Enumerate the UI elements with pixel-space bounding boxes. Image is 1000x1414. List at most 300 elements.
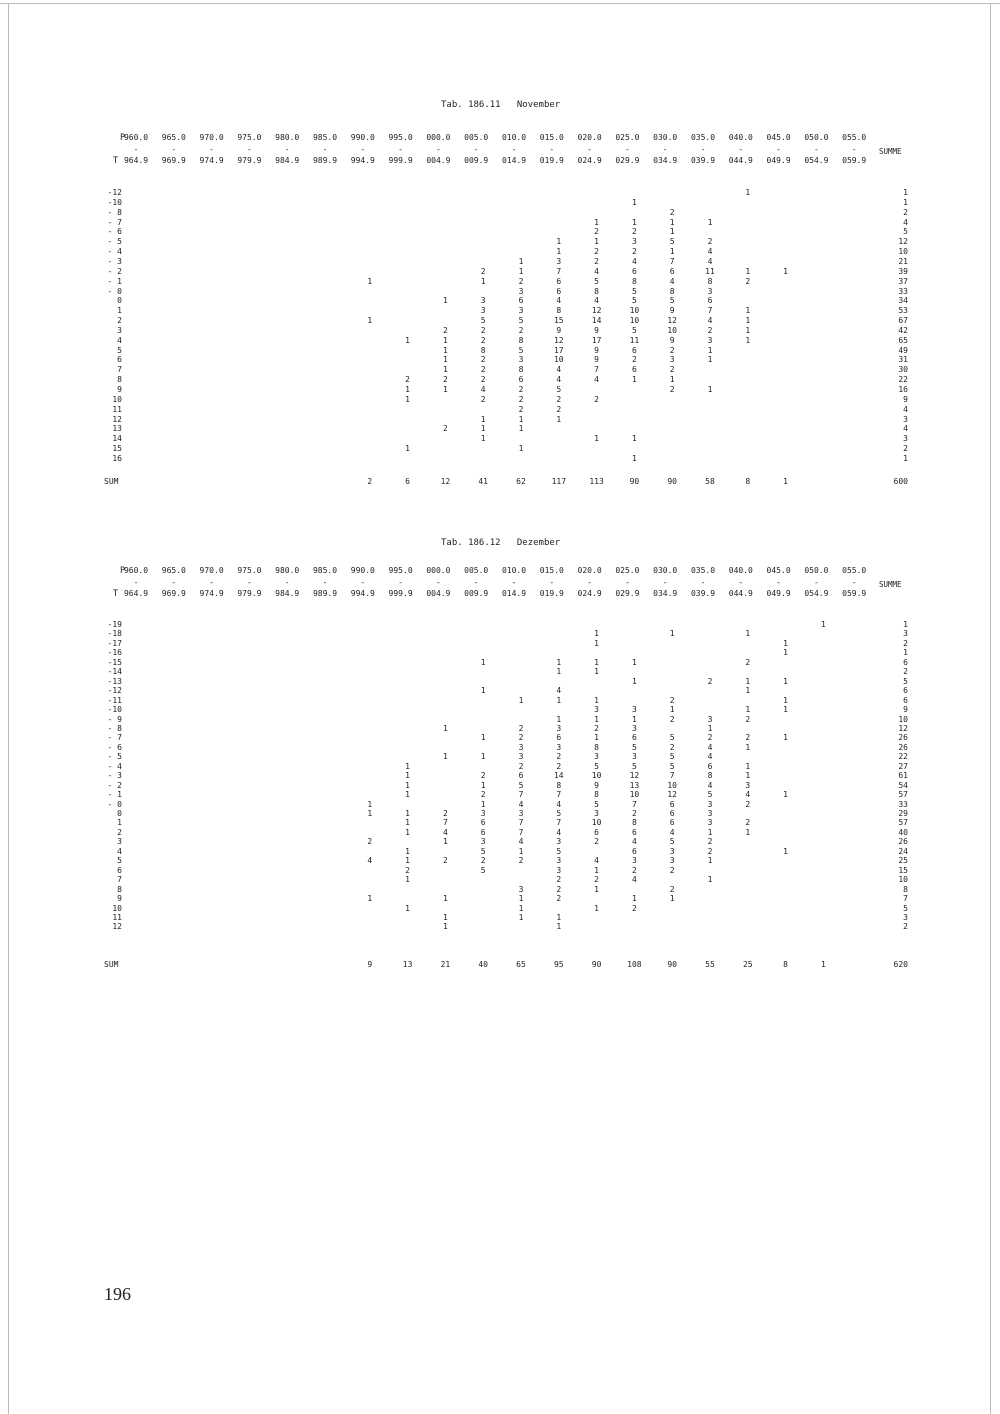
- table-cell: 3: [707, 286, 713, 296]
- header-p-value: 030.0: [653, 566, 678, 575]
- row-label: - 3: [107, 256, 122, 266]
- row-label: - 2: [107, 780, 122, 790]
- table-cell: 1: [594, 714, 599, 724]
- header-dash: -: [662, 145, 668, 154]
- table-cell: 14: [591, 316, 602, 326]
- table-cell: 1: [669, 894, 675, 904]
- column-sum: 6: [405, 477, 410, 486]
- header-t-value: 049.9: [766, 156, 791, 165]
- table-cell: 5: [669, 761, 675, 771]
- table-cell: 11: [705, 266, 715, 276]
- header-dash: -: [776, 578, 781, 587]
- header-dash: -: [624, 578, 630, 587]
- header-p-value: 990.0: [350, 566, 375, 575]
- table-cell: 2: [594, 875, 599, 885]
- table-cell: 1: [405, 771, 410, 781]
- table-cell: 5: [480, 316, 486, 326]
- table-cell: 1: [405, 875, 410, 885]
- table-cell: 7: [556, 790, 562, 800]
- row-label: -18: [107, 629, 122, 639]
- table-cell: 8: [518, 335, 524, 345]
- table-cell: 2: [707, 846, 713, 856]
- column-sum: 8: [783, 960, 788, 969]
- grand-total: 600: [893, 477, 908, 486]
- sum-row-label: SUM: [104, 477, 119, 486]
- row-label: - 1: [107, 790, 122, 800]
- column-sum: 90: [667, 477, 677, 486]
- table-cell: 2: [669, 695, 675, 705]
- table-cell: 4: [480, 385, 486, 394]
- header-t-value: 014.9: [501, 589, 527, 598]
- table-cell: 7: [669, 771, 675, 781]
- table-cell: 2: [518, 276, 524, 286]
- header-p-prefix: P: [120, 133, 126, 143]
- row-label: 8: [117, 884, 122, 894]
- header-p-value: 045.0: [766, 566, 791, 575]
- table-cell: 1: [631, 657, 637, 667]
- header-t-value: 024.9: [577, 589, 602, 598]
- row-label: 0: [117, 296, 122, 306]
- table-cell: 1: [405, 780, 410, 790]
- row-sum: 65: [898, 335, 908, 345]
- table-cell: 2: [745, 799, 751, 809]
- header-t-prefix: T: [113, 589, 119, 599]
- row-sum: 9: [903, 394, 908, 404]
- table-cell: 7: [556, 818, 562, 828]
- table-cell: 1: [556, 237, 562, 247]
- header-t-value: 034.9: [653, 589, 678, 598]
- table-cell: 2: [669, 207, 675, 217]
- column-sum: 58: [705, 477, 715, 486]
- row-label: -13: [107, 676, 122, 686]
- table-cell: 1: [594, 733, 599, 743]
- table-cell: 1: [442, 365, 448, 375]
- table-cell: 1: [405, 761, 410, 771]
- table-cell: 2: [745, 733, 751, 743]
- column-sum: 25: [742, 960, 753, 969]
- header-t-prefix: T: [113, 156, 119, 166]
- table-cell: 3: [594, 809, 599, 818]
- row-sum: 57: [898, 818, 908, 828]
- header-t-value: 984.9: [275, 589, 300, 598]
- table-cell: 1: [405, 827, 410, 837]
- table-cell: 9: [594, 345, 599, 355]
- table-cell: 3: [518, 286, 524, 296]
- row-label: 2: [117, 316, 122, 326]
- table-cell: 2: [594, 394, 599, 404]
- table-cell: 1: [631, 894, 637, 904]
- table-cell: 1: [669, 217, 675, 227]
- table-cell: 2: [480, 325, 486, 335]
- table-cell: 4: [556, 686, 562, 696]
- table-cell: 6: [480, 818, 486, 828]
- table-cell: 1: [442, 837, 448, 847]
- table-cell: 1: [707, 856, 713, 866]
- table-cell: 1: [405, 444, 410, 454]
- table-cell: 1: [745, 629, 751, 639]
- header-dash: -: [813, 578, 819, 587]
- header-dash: -: [851, 145, 857, 154]
- header-p-value: 985.0: [312, 133, 338, 142]
- row-label: 13: [112, 424, 122, 434]
- table-cell: 2: [707, 325, 713, 335]
- table-cell: 1: [745, 771, 751, 781]
- table-cell: 1: [783, 846, 788, 856]
- row-sum: 3: [903, 434, 908, 444]
- table-cell: 1: [405, 790, 410, 800]
- column-sum: 9: [367, 960, 373, 969]
- row-label: -12: [107, 188, 122, 197]
- header-t-value: 029.9: [615, 156, 640, 165]
- header-t-value: 039.9: [690, 589, 716, 598]
- header-p-value: 025.0: [615, 566, 640, 575]
- header-t-value: 969.9: [161, 156, 186, 165]
- table-cell: 4: [707, 780, 713, 790]
- table-cell: 2: [556, 404, 562, 414]
- table-cell: 2: [480, 335, 486, 345]
- table-cell: 6: [594, 827, 599, 837]
- table-cell: 2: [518, 761, 524, 771]
- row-label: 16: [112, 453, 122, 463]
- table-cell: 5: [556, 809, 562, 818]
- row-sum: 22: [898, 375, 908, 385]
- header-dash: -: [246, 578, 252, 587]
- table-cell: 5: [669, 237, 675, 247]
- table-cell: 8: [669, 286, 675, 296]
- header-p-value: 015.0: [539, 133, 564, 142]
- table-cell: 4: [556, 799, 562, 809]
- table-cell: 6: [631, 365, 637, 375]
- table-cell: 1: [556, 667, 562, 677]
- table-cell: 10: [629, 316, 640, 326]
- row-label: - 3: [107, 771, 122, 781]
- table-cell: 2: [518, 404, 524, 414]
- header-dash: -: [851, 578, 857, 587]
- table-cell: 3: [631, 723, 637, 733]
- table-cell: 6: [631, 733, 637, 743]
- table-cell: 2: [518, 723, 524, 733]
- header-p-value: 005.0: [464, 566, 489, 575]
- table-cell: 6: [669, 809, 675, 818]
- table-cell: 1: [783, 266, 788, 276]
- page-top-edge: [0, 3, 1000, 4]
- table-cell: 1: [594, 667, 599, 677]
- header-p-value: 020.0: [577, 566, 602, 575]
- column-sum: 8: [745, 477, 751, 486]
- header-dash: -: [587, 578, 592, 587]
- table-cell: 2: [594, 723, 599, 733]
- table-cell: 3: [480, 306, 486, 316]
- table-cell: 2: [480, 771, 486, 781]
- header-t-value: 974.9: [199, 589, 224, 598]
- header-t-value: 979.9: [237, 156, 262, 165]
- row-sum: 5: [903, 227, 908, 237]
- table-cell: 1: [480, 799, 486, 809]
- table-cell: 9: [594, 325, 599, 335]
- row-label: - 4: [107, 247, 122, 257]
- header-p-value: 995.0: [388, 566, 413, 575]
- table-cell: 2: [745, 714, 751, 724]
- header-p-value: 050.0: [804, 133, 829, 142]
- table-cell: 3: [518, 306, 524, 316]
- table-cell: 8: [518, 365, 524, 375]
- header-t-value: 009.9: [464, 589, 489, 598]
- header-dash: -: [171, 145, 177, 154]
- header-dash: -: [511, 145, 517, 154]
- table-cell: 8: [594, 790, 599, 800]
- header-dash: -: [700, 578, 706, 587]
- table-cell: 5: [556, 846, 562, 856]
- table-cell: 1: [442, 912, 448, 922]
- table-cell: 7: [707, 306, 713, 316]
- row-label: -12: [107, 686, 122, 696]
- header-p-value: 050.0: [804, 566, 829, 575]
- header-t-value: 004.9: [426, 156, 451, 165]
- table-cell: 3: [707, 714, 713, 724]
- table-cell: 2: [631, 247, 637, 257]
- row-label: 5: [117, 856, 122, 866]
- table-cell: 3: [518, 752, 524, 762]
- table-cell: 2: [556, 875, 562, 885]
- header-t-value: 999.9: [388, 156, 413, 165]
- row-sum: 24: [898, 846, 908, 856]
- table-cell: 3: [480, 809, 486, 818]
- table-cell: 10: [629, 790, 640, 800]
- table-cell: 4: [518, 837, 524, 847]
- column-sum: 117: [551, 477, 567, 486]
- row-sum: 10: [898, 247, 908, 257]
- table-cell: 3: [631, 705, 637, 715]
- page-number: 196: [104, 1284, 131, 1304]
- header-dash: -: [738, 145, 744, 154]
- row-sum: 3: [903, 414, 908, 424]
- row-label: 6: [117, 865, 122, 875]
- row-sum: 22: [898, 752, 908, 762]
- table-cell: 1: [405, 846, 410, 856]
- row-sum: 7: [903, 894, 908, 904]
- table-cell: 6: [518, 375, 524, 385]
- table-cell: 5: [631, 296, 637, 306]
- row-label: 6: [117, 355, 122, 365]
- row-sum: 5: [903, 903, 908, 913]
- table-cell: 1: [745, 188, 751, 197]
- header-p-value: 015.0: [539, 566, 564, 575]
- table-cell: 7: [442, 818, 448, 828]
- table-cell: 1: [707, 385, 713, 394]
- table-cell: 4: [442, 827, 448, 837]
- row-label: 9: [117, 894, 122, 904]
- table-cell: 2: [480, 856, 486, 866]
- table-cell: 1: [442, 335, 448, 345]
- table-cell: 1: [669, 375, 675, 385]
- table-cell: 11: [629, 335, 640, 345]
- table-cell: 2: [707, 237, 713, 247]
- table-cell: 2: [556, 394, 562, 404]
- header-dash: -: [549, 145, 555, 154]
- row-sum: 67: [898, 316, 908, 326]
- table-cell: 2: [442, 325, 448, 335]
- table-cell: 3: [556, 256, 562, 266]
- table-cell: 5: [631, 286, 637, 296]
- table-cell: 1: [707, 345, 713, 355]
- column-sum: 21: [440, 960, 451, 969]
- row-label: 1: [117, 818, 122, 828]
- row-label: 10: [112, 394, 122, 404]
- table-cell: 1: [556, 657, 562, 667]
- table-cell: 3: [518, 884, 524, 894]
- header-t-value: 059.9: [842, 156, 867, 165]
- table-cell: 1: [480, 752, 486, 762]
- table-cell: 3: [556, 723, 562, 733]
- table-cell: 1: [745, 686, 751, 696]
- row-label: 7: [117, 875, 122, 885]
- header-dash: -: [473, 145, 479, 154]
- header-t-value: 974.9: [199, 156, 224, 165]
- column-sum: 95: [553, 960, 564, 969]
- header-t-value: 014.9: [501, 156, 527, 165]
- table-cell: 1: [442, 296, 448, 306]
- table-cell: 1: [745, 742, 751, 752]
- header-dash: -: [398, 578, 403, 587]
- header-dash: -: [700, 145, 706, 154]
- table-cell: 8: [556, 780, 562, 790]
- table-cell: 1: [556, 912, 562, 922]
- table-cell: 5: [631, 325, 637, 335]
- row-label: 9: [117, 385, 122, 394]
- table-cell: 2: [367, 837, 373, 847]
- table-cell: 5: [594, 761, 599, 771]
- table-cell: 2: [631, 355, 637, 365]
- table-cell: 1: [405, 385, 410, 394]
- table-cell: 1: [594, 434, 599, 444]
- row-label: - 6: [107, 227, 122, 237]
- header-t-value: 054.9: [804, 589, 829, 598]
- table-cell: 1: [631, 676, 637, 686]
- page-right-edge: [990, 3, 991, 1414]
- row-sum: 40: [898, 827, 908, 837]
- row-sum: 12: [898, 237, 908, 247]
- table-cell: 10: [591, 771, 602, 781]
- header-dash: -: [398, 145, 403, 154]
- table-cell: 10: [591, 818, 602, 828]
- table-cell: 2: [518, 325, 524, 335]
- table-cell: 2: [669, 742, 675, 752]
- row-sum: 3: [903, 912, 908, 922]
- header-dash: -: [133, 145, 139, 154]
- row-label: -14: [107, 667, 122, 677]
- table-cell: 1: [745, 266, 751, 276]
- header-dash: -: [738, 578, 744, 587]
- table-cell: 1: [707, 355, 713, 365]
- header-p-value: 975.0: [237, 566, 262, 575]
- header-dash: -: [662, 578, 668, 587]
- column-sum: 90: [591, 960, 602, 969]
- table-cell: 2: [480, 266, 486, 276]
- header-t-value: 044.9: [728, 589, 753, 598]
- header-p-value: 030.0: [653, 133, 678, 142]
- header-t-value: 019.9: [539, 589, 564, 598]
- header-t-value: 969.9: [161, 589, 186, 598]
- header-dash: -: [284, 145, 290, 154]
- table-cell: 5: [669, 837, 675, 847]
- row-label: 0: [117, 809, 122, 818]
- table-cell: 6: [556, 733, 562, 743]
- table-cell: 4: [707, 247, 713, 257]
- row-sum: 16: [898, 385, 908, 394]
- table-cell: 3: [669, 856, 675, 866]
- header-p-value: 995.0: [388, 133, 413, 142]
- row-label: - 8: [107, 207, 122, 217]
- header-dash: -: [246, 145, 252, 154]
- header-dash: -: [435, 578, 441, 587]
- column-sum: 90: [667, 960, 677, 969]
- table-cell: 3: [556, 856, 562, 866]
- row-label: 4: [117, 846, 122, 856]
- row-label: -10: [107, 197, 122, 207]
- table-cell: 2: [518, 385, 524, 394]
- table-cell: 3: [631, 237, 637, 247]
- table-cell: 12: [553, 335, 564, 345]
- header-p-value: 010.0: [501, 133, 527, 142]
- column-sum: 108: [627, 960, 642, 969]
- row-label: 4: [117, 335, 122, 345]
- table-cell: 2: [442, 375, 448, 385]
- table-cell: 2: [669, 345, 675, 355]
- table-cell: 1: [518, 894, 524, 904]
- table-cell: 3: [745, 780, 751, 790]
- table-cell: 2: [556, 752, 562, 762]
- table-cell: 2: [594, 256, 599, 266]
- row-label: 1: [117, 306, 122, 316]
- table-cell: 10: [667, 325, 677, 335]
- table-cell: 2: [480, 365, 486, 375]
- table-cell: 1: [594, 903, 599, 913]
- table-cell: 10: [667, 780, 677, 790]
- table-cell: 1: [669, 227, 675, 237]
- row-label: - 7: [107, 217, 122, 227]
- row-label: -16: [107, 648, 122, 658]
- table-cell: 1: [594, 237, 599, 247]
- header-dash: -: [549, 578, 555, 587]
- header-t-value: 059.9: [842, 589, 867, 598]
- table-cell: 1: [480, 780, 486, 790]
- table-cell: 4: [367, 856, 373, 866]
- row-label: 15: [112, 444, 122, 454]
- table-cell: 1: [745, 325, 751, 335]
- table-cell: 4: [669, 827, 675, 837]
- table-cell: 17: [553, 345, 564, 355]
- table-cell: 2: [518, 856, 524, 866]
- table-cell: 8: [631, 276, 637, 286]
- row-label: - 0: [107, 799, 122, 809]
- row-sum: 12: [898, 723, 908, 733]
- header-t-value: 999.9: [388, 589, 413, 598]
- table-cell: 4: [745, 790, 751, 800]
- table-cell: 3: [480, 296, 486, 306]
- table-cell: 2: [669, 365, 675, 375]
- table-cell: 4: [707, 316, 713, 326]
- header-t-value: 994.9: [350, 589, 375, 598]
- header-p-value: 045.0: [766, 133, 791, 142]
- summe-header: SUMME: [879, 580, 902, 589]
- header-t-value: 984.9: [275, 156, 300, 165]
- table-cell: 1: [594, 657, 599, 667]
- table-cell: 15: [553, 316, 564, 326]
- row-sum: 1: [903, 453, 908, 463]
- table-cell: 2: [707, 733, 713, 743]
- table-cell: 1: [480, 424, 486, 434]
- table-cell: 2: [745, 657, 751, 667]
